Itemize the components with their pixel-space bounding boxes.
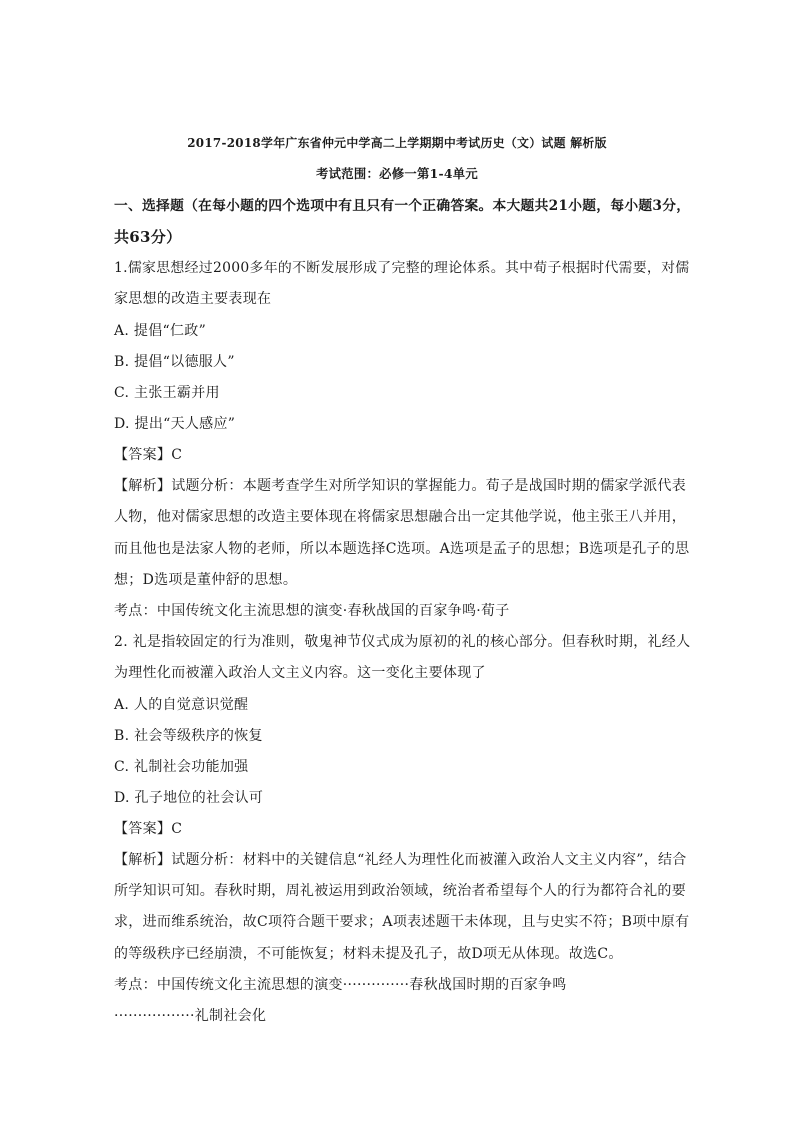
- q1-option-a: A. 提倡“仁政”: [114, 323, 207, 339]
- q1-stem-line1: 1.儒家思想经过2000多年的不断发展形成了完整的理论体系。其中荀子根据时代需要，对儒: [114, 260, 690, 276]
- q2-option-b: B. 社会等级秩序的恢复: [114, 728, 263, 744]
- q1-analysis-line1: 【解析】试题分析：本题考查学生对所学知识的掌握能力。荀子是战国时期的儒家学派代表: [114, 478, 686, 494]
- section-heading-line2: 共63分）: [114, 228, 182, 246]
- q2-analysis-line2: 所学知识可知。春秋时期，周礼被运用到政治领域，统治者希望每个人的行为都符合礼的要: [114, 883, 686, 899]
- q1-analysis-line2: 人物，他对儒家思想的改造主要体现在将儒家思想融合出一定其他学说，他主张王八并用，: [114, 509, 686, 525]
- q1-answer: 【答案】C: [114, 447, 183, 463]
- q1-analysis-line4: 想；D选项是董仲舒的思想。: [114, 572, 298, 588]
- q2-knowledge-point-line1: 考点：中国传统文化主流思想的演变··············春秋战国时期的百家争鸣: [114, 977, 567, 993]
- q2-option-c: C. 礼制社会功能加强: [114, 759, 249, 775]
- q1-option-d: D. 提出“天人感应”: [114, 416, 236, 432]
- q1-option-b: B. 提倡“以德服人”: [114, 354, 235, 370]
- q2-analysis-line4: 的等级秩序已经崩溃，不可能恢复；材料未提及孔子，故D项无从体现。故选C。: [114, 946, 623, 962]
- q2-answer: 【答案】C: [114, 821, 183, 837]
- q2-analysis-line3: 求，进而维系统治，故C项符合题干要求；A项表述题干未体现，且与史实不符；B项中原有: [114, 914, 690, 930]
- q2-option-a: A. 人的自觉意识觉醒: [114, 697, 249, 713]
- q2-stem-line1: 2. 礼是指较固定的行为准则，敬鬼神节仪式成为原初的礼的核心部分。但春秋时期，礼经人: [114, 634, 691, 650]
- q2-knowledge-point-line2: ·················礼制社会化: [114, 1008, 267, 1024]
- q2-analysis-line1: 【解析】试题分析：材料中的关键信息“礼经人为理性化而被灌入政治人文主义内容”，结合: [114, 852, 687, 868]
- document-title: 2017-2018学年广东省仲元中学高二上学期期中考试历史（文）试题 解析版: [187, 136, 607, 150]
- section-heading-line1: 一、选择题（在每小题的四个选项中有且只有一个正确答案。本大题共21小题，每小题3分，: [114, 198, 691, 214]
- q1-knowledge-point: 考点：中国传统文化主流思想的演变·春秋战国的百家争鸣·荀子: [114, 603, 510, 619]
- q1-analysis-line3: 而且他也是法家人物的老师，所以本题选择C选项。A选项是孟子的思想；B选项是孔子的思: [114, 541, 690, 557]
- q2-stem-line2: 为理性化而被灌入政治人文主义内容。这一变化主要体现了: [114, 665, 486, 681]
- q1-stem-line2: 家思想的改造主要表现在: [114, 291, 272, 307]
- exam-scope: 考试范围：必修一第1-4单元: [315, 166, 479, 181]
- q2-option-d: D. 孔子地位的社会认可: [114, 790, 264, 806]
- q1-option-c: C. 主张王霸并用: [114, 385, 220, 401]
